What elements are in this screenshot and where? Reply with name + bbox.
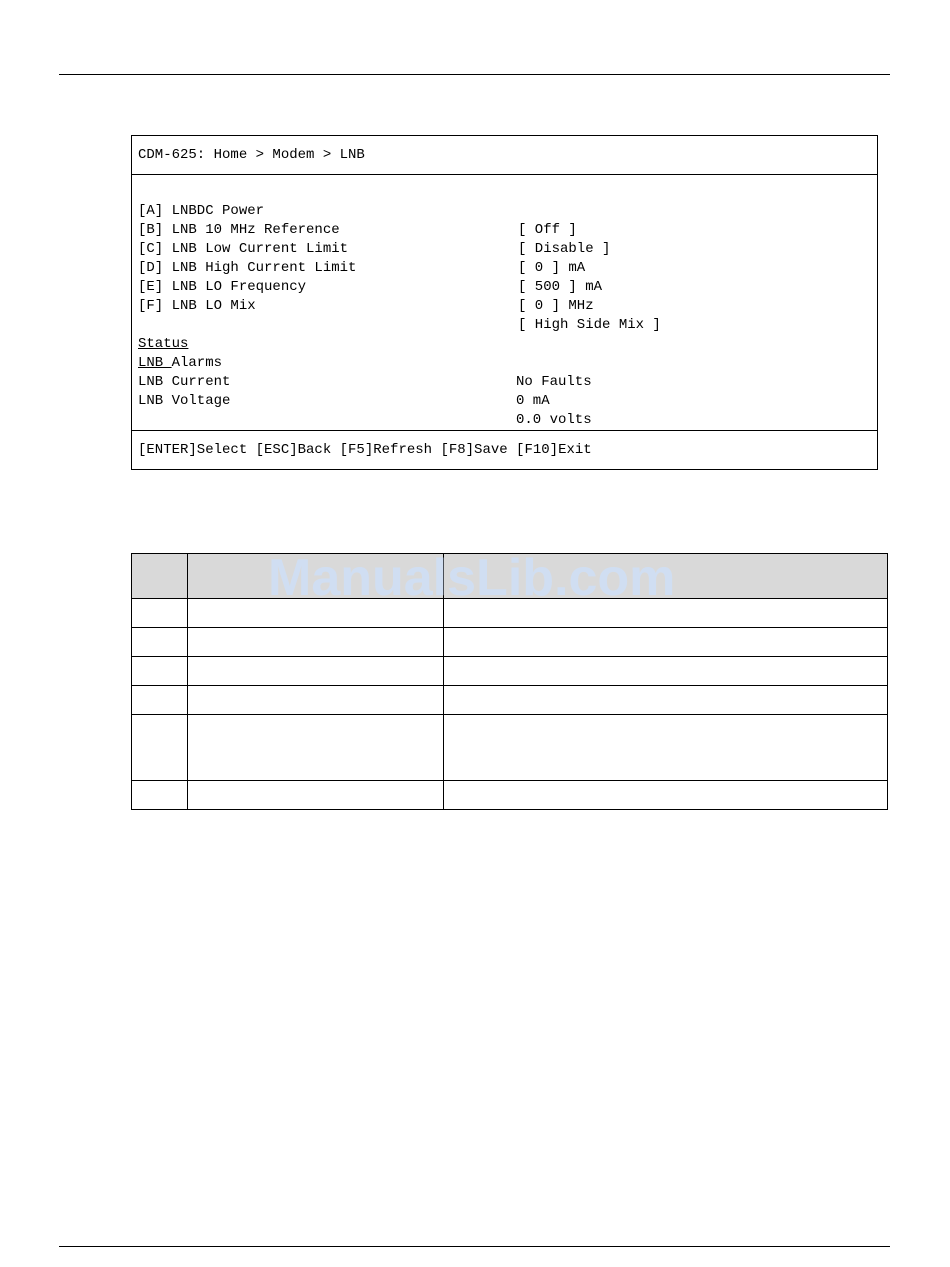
setting-label: [D] LNB High Current Limit: [138, 260, 357, 276]
status-label: LNB Alarms: [138, 355, 223, 371]
table-cell: [132, 715, 188, 781]
page-bottom-rule: [59, 1246, 890, 1247]
setting-label: [E] LNB LO Frequency: [138, 279, 307, 295]
setting-label: [A] LNBDC Power: [138, 203, 265, 219]
table-row: [132, 628, 888, 657]
status-value: 0 mA: [516, 393, 550, 409]
table-cell: [188, 628, 444, 657]
table-cell: [188, 657, 444, 686]
table-row: [132, 715, 888, 781]
status-label: LNB Voltage: [138, 393, 231, 409]
table-cell: [132, 628, 188, 657]
table-cell: [188, 686, 444, 715]
terminal-header: [132, 136, 877, 175]
table-cell: [444, 686, 888, 715]
setting-value[interactable]: [ 0 ] MHz: [518, 298, 594, 314]
terminal-body: [138, 183, 871, 428]
table-cell: [444, 715, 888, 781]
table-cell: [132, 599, 188, 628]
setting-value[interactable]: [ 0 ] mA: [518, 260, 586, 276]
table-header-cell: [132, 554, 188, 599]
setting-value[interactable]: [ Off ]: [518, 222, 577, 238]
table-cell: [444, 781, 888, 810]
setting-label: [F] LNB LO Mix: [138, 298, 256, 314]
status-heading: [138, 316, 871, 352]
setting-value[interactable]: [ High Side Mix ]: [518, 317, 661, 333]
table-cell: [132, 781, 188, 810]
setting-label: [B] LNB 10 MHz Reference: [138, 222, 340, 238]
watermark: ManualsLib.com: [268, 549, 676, 607]
table-cell: [132, 686, 188, 715]
status-heading-text: Status: [138, 336, 189, 352]
page-top-rule: [59, 74, 890, 75]
key-help-text: [ENTER]Select [ESC]Back [F5]Refresh [F8]Save [F10]Exit: [138, 442, 592, 458]
table-cell: [444, 628, 888, 657]
setting-value[interactable]: [ 500 ] mA: [518, 279, 603, 295]
status-label: LNB Current: [138, 374, 231, 390]
breadcrumb: CDM-625: Home > Modem > LNB: [138, 147, 365, 163]
table-cell: [132, 657, 188, 686]
setting-label: [C] LNB Low Current Limit: [138, 241, 349, 257]
table-row: [132, 657, 888, 686]
key-help-bar: [132, 430, 877, 469]
status-value: No Faults: [516, 374, 592, 390]
status-value: 0.0 volts: [516, 412, 592, 428]
terminal-screen: [131, 135, 878, 470]
setting-value[interactable]: [ Disable ]: [518, 241, 611, 257]
table-row: [132, 686, 888, 715]
table-cell: [444, 657, 888, 686]
table-cell: [188, 781, 444, 810]
table-cell: [188, 715, 444, 781]
table-row: [132, 781, 888, 810]
